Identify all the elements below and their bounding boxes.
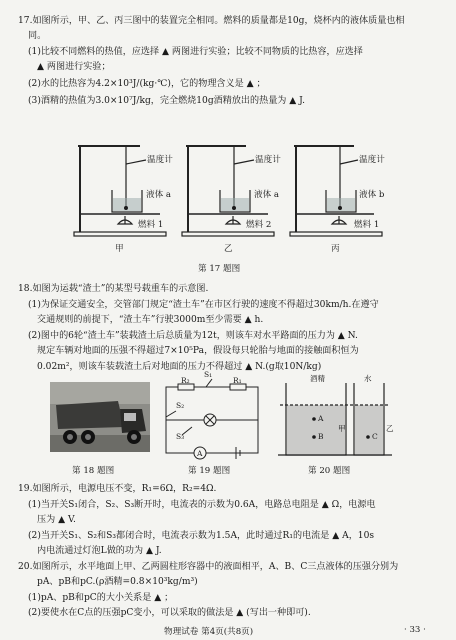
q17-caption: 第 17 题图 [198, 264, 241, 274]
q18-stem: 18.如图为运载“渣土”的某型号载重车的示意图. [18, 284, 209, 294]
q17-part2: (2)水的比热容为4.2×10³J/(kg·℃)，它的物理含义是 ▲ ； [28, 79, 266, 89]
q20-line1: pA、pB和pC.(ρ酒精=0.8×10³kg/m³) [37, 577, 198, 587]
page-number: · 33 · [404, 625, 426, 635]
q20-stem: 20.如图所示，水平地面上甲、乙两圆柱形容器中的液面相平，A、B、C三点液体的压强分别为 [18, 562, 399, 572]
point-c-label: C [372, 432, 378, 441]
fig-yi-label: 乙 [224, 244, 233, 254]
q17-part1b: ▲ 两图进行实验； [37, 62, 111, 72]
q19-line1: (1)当开关S₁闭合，S₂、S₃断开时，电流表的示数为0.6A，电路总电阻是 ▲ Ω，电源电 [28, 500, 376, 510]
ammeter-label: A [197, 449, 203, 458]
q19-caption: 第 19 题图 [188, 466, 231, 476]
q18-line5: 0.02m²，则该车装载渣土后对地面的压力不得超过 ▲ N.(g取10N/kg) [37, 362, 322, 372]
thermometer-label-1: 温度计 [147, 155, 173, 165]
r2-label: R₂ [181, 376, 190, 385]
liquid-a-label-1: 液体 a [146, 190, 172, 200]
thermometer-label-3: 温度计 [359, 155, 385, 165]
fuel2-label: 燃料 2 [246, 220, 272, 230]
liquid-b-label: 液体 b [359, 190, 385, 200]
q18-line3: (2)图中的6轮“渣土车”装载渣土后总质量为12t，则该车对水平路面的压力为 ▲ N. [28, 331, 358, 341]
s1-label: S₁ [204, 370, 213, 379]
container-jia-label: 甲 [338, 424, 346, 433]
q20-line2: (1)pA、pB和pC的大小关系是 ▲ ； [28, 593, 174, 603]
q18-line4: 规定车辆对地面的压强不得超过7×10⁵Pa，假设每只轮胎与地面的接触面积恒为 [37, 346, 359, 356]
q19-line2: 压为 ▲ V. [37, 515, 76, 525]
q17-stem-line1: 17.如图所示，甲、乙、丙三图中的装置完全相同。燃料的质量都是10g，烧杯内的液体质量也相 [18, 16, 405, 26]
point-a-label: A [318, 414, 324, 423]
q18-caption: 第 18 题图 [72, 466, 115, 476]
water-label: 水 [364, 374, 372, 383]
q20-line3: (2)要使水在C点的压强pC变小，可以采取的做法是 ▲ (写出一种即可). [28, 608, 311, 618]
thermometer-label-2: 温度计 [255, 155, 281, 165]
fig-bing-label: 丙 [331, 244, 340, 254]
alcohol-label: 酒精 [310, 374, 325, 383]
container-yi-label: 乙 [386, 424, 394, 433]
q17-stem-line2: 同。 [28, 31, 47, 41]
s2-label: S₂ [176, 401, 185, 410]
q17-part3: (3)酒精的热值为3.0×10⁷J/kg，完全燃烧10g酒精放出的热量为 ▲ J. [28, 96, 305, 106]
fig-jia-label: 甲 [115, 244, 124, 254]
q19-line3: (2)当开关S₁、S₂和S₃都闭合时，电流表示数为1.5A，此时通过R₁的电流是 ▲ A，10s [28, 531, 375, 541]
q17-part1a: (1)比较不同燃料的热值，应选择 ▲ 两图进行实验；比较不同物质的比热容，应选择 [28, 47, 363, 57]
s3-label: S₃ [176, 432, 185, 441]
point-b-label: B [318, 432, 324, 441]
truck-photo [50, 382, 150, 452]
q20-caption: 第 20 题图 [308, 466, 351, 476]
fuel1-label-2: 燃料 1 [354, 220, 380, 230]
r1-label: R₁ [233, 376, 242, 385]
q17-figure [0, 0, 456, 300]
fuel1-label-1: 燃料 1 [138, 220, 164, 230]
q18-line2: 交通规则的前提下，“渣土车”行驶3000m至少需要 ▲ h. [37, 315, 264, 325]
circuit-diagram [166, 379, 258, 459]
q19-line4: 内电流通过灯泡L做的功为 ▲ J. [37, 546, 162, 556]
q18-line1: (1)为保证交通安全，交管部门规定“渣土车”在市区行驶的速度不得超过30km/h.在遵守 [28, 300, 379, 310]
figures-row [0, 370, 456, 485]
q19-stem: 19.如图所示，电源电压不变，R₁=6Ω，R₂=4Ω. [18, 484, 217, 494]
footer-text: 物理试卷 第4页(共8页) [164, 627, 254, 637]
liquid-a-label-2: 液体 a [254, 190, 280, 200]
